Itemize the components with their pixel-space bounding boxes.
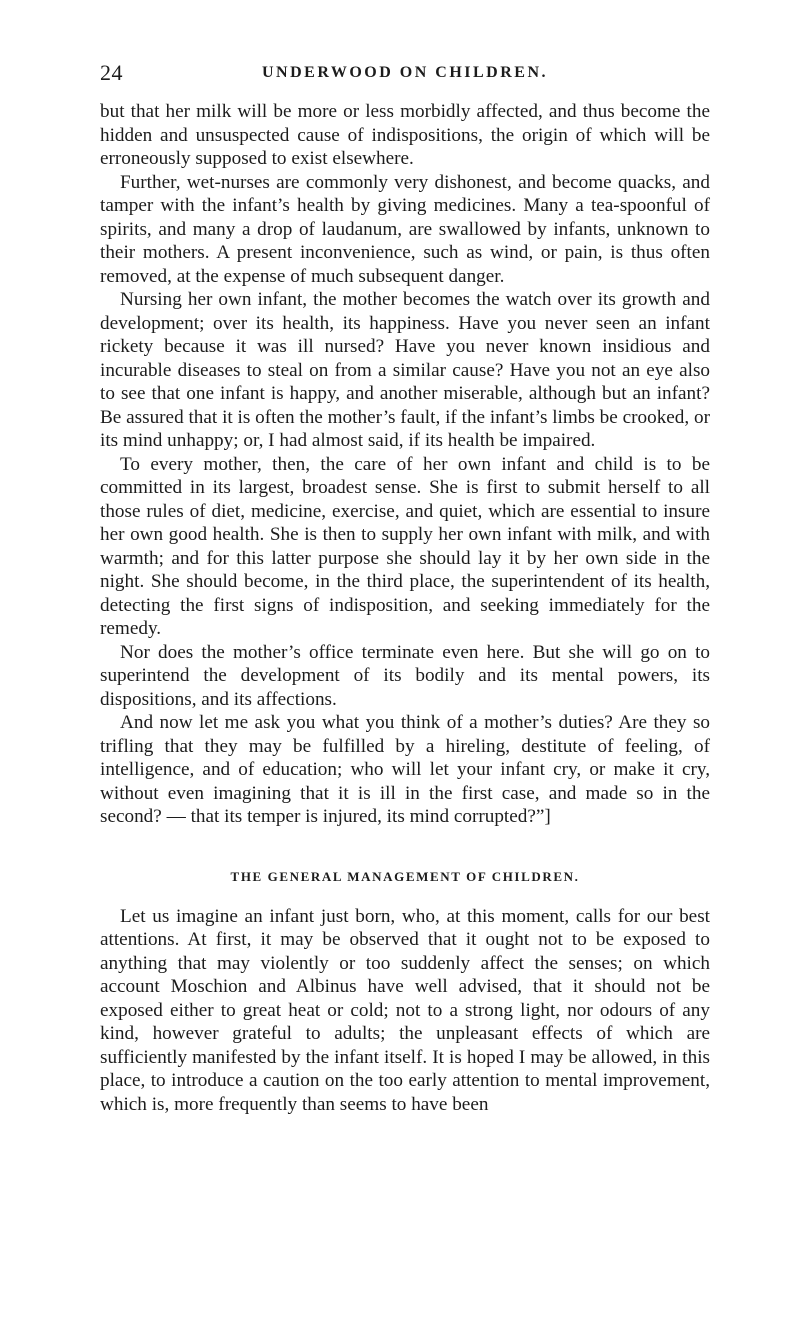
section-2-text (100, 905, 710, 1117)
paragraph: And now let me ask you what you think of a mother’s duties? Are they so trifling that they may be fulfilled by a hireling, destitute of feeling, of intelligence, and of education; who will let your infant cry, or make it cry, without even imagining that it is ill in the first case, and made so in the second? — that its temper is injured, its mind corrupted?”] (100, 712, 710, 827)
section-1-text (100, 100, 710, 829)
section-heading: THE GENERAL MANAGEMENT OF CHILDREN. (230, 868, 580, 884)
paragraph: Nursing her own infant, the mother becomes the watch over its growth and development; over its health, its happiness. Have you never seen an infant rickety because it was ill nursed? Have you never known insidious and incurable diseases to steal on from a similar cause? Have you not an eye also to see that one infant is happy, and another miserable, although but an infant? Be assured that it is often the mother’s fault, if the infant’s limbs be crooked, or its mind unhappy; or, I had almost said, if its health be impaired. (100, 289, 710, 451)
running-head (100, 60, 710, 100)
paragraph: Further, wet-nurses are commonly very dishonest, and become quacks, and tamper with the infant’s health by giving medicines. Many a tea-spoonful of spirits, and many a drop of laudanum, are swallowed by infants, unknown to their mothers. A present inconvenience, such as wind, or pain, is thus often removed, at the expense of much subsequent danger. (100, 171, 710, 287)
paragraph: but that her milk will be more or less morbidly affected, and thus become the hidden and unsuspected cause of indispositions, the origin of which will be erroneously supposed to exist elsewhere. (100, 101, 710, 169)
paragraph: To every mother, then, the care of her own infant and child is to be committed in its largest, broadest sense. She is first to submit herself to all those rules of diet, medicine, exercise, and quiet, which are essential to insure her own good health. She is then to supply her own infant with milk, and with warmth; and for this latter purpose she should lay it by her own side in the night. She should become, in the third place, the superintendent of its health, detecting the first signs of indisposition, and seeking immediately for the remedy. (100, 453, 710, 639)
paragraph: Let us imagine an infant just born, who, at this moment, calls for our best attentions. At first, it may be observed that it ought not to be exposed to anything that may violently or too suddenly affect the senses; on which account Moschion and Albinus have well advised, that it should not be exposed either to great heat or cold; not to a strong light, nor odours of any kind, however grateful to adults; the unpleasant effects of which are sufficiently manifested by the infant itself. It is hoped I may be allowed, in this place, to introduce a caution on the too early attention to mental improvement, which is, more frequently than seems to have been (100, 905, 710, 1115)
running-title: UNDERWOOD ON CHILDREN. (261, 64, 548, 81)
page-number: 24 (100, 60, 123, 85)
book-page (100, 60, 710, 1116)
paragraph: Nor does the mother’s office terminate even here. But she will go on to superintend the development of its bodily and its mental powers, its dispositions, and its affections. (100, 641, 710, 710)
